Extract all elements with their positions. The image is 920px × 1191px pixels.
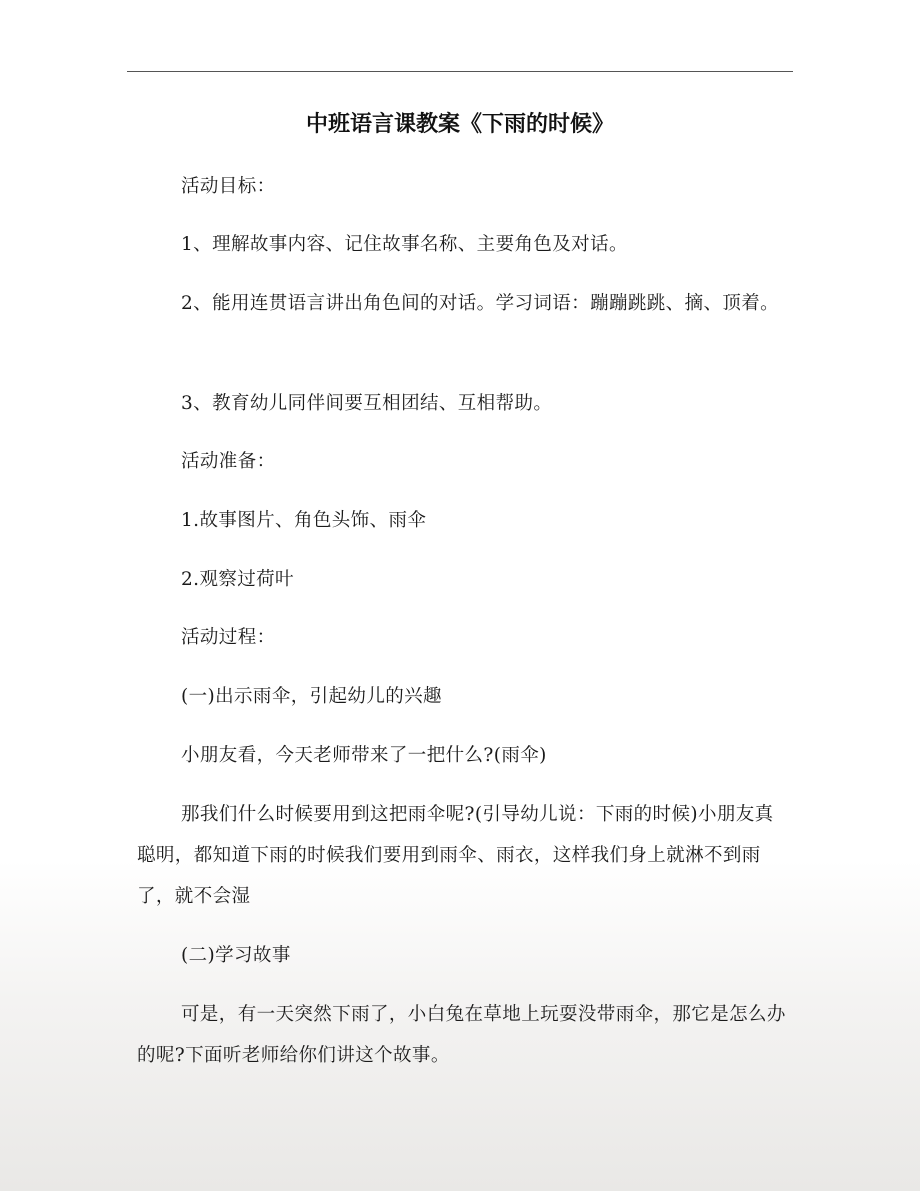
process-step-1-heading: (一)出示雨伞，引起幼儿的兴趣 (181, 686, 442, 707)
header-rule (127, 71, 793, 72)
section-heading-process: 活动过程： (181, 627, 276, 648)
goal-item-1: 1、理解故事内容、记住故事名称、主要角色及对话。 (181, 234, 628, 255)
goal-item-2: 2、能用连贯语言讲出角色间的对话。学习词语：蹦蹦跳跳、摘、顶着。 (181, 293, 780, 314)
process-step-2-text-1: 可是，有一天突然下雨了，小白兔在草地上玩耍没带雨伞，那它是怎么办的呢?下面听老师给你们讲这个故事。 (137, 1004, 786, 1066)
process-step-1-text-2: 那我们什么时候要用到这把雨伞呢?(引导幼儿说：下雨的时候)小朋友真聪明，都知道下雨的时候我们要用到雨伞、雨衣，这样我们身上就淋不到雨了，就不会湿 (137, 804, 774, 907)
process-step-2-heading: (二)学习故事 (181, 945, 291, 966)
preparation-item-2: 2.观察过荷叶 (181, 569, 294, 590)
process-step-1-text-1: 小朋友看，今天老师带来了一把什么?(雨伞) (181, 745, 547, 766)
preparation-item-1: 1.故事图片、角色头饰、雨伞 (181, 510, 427, 531)
section-heading-preparation: 活动准备： (181, 451, 276, 472)
section-heading-goals: 活动目标： (181, 176, 276, 197)
document-title: 中班语言课教案《下雨的时候》 (305, 112, 614, 137)
goal-item-3: 3、教育幼儿同伴间要互相团结、互相帮助。 (181, 393, 553, 414)
